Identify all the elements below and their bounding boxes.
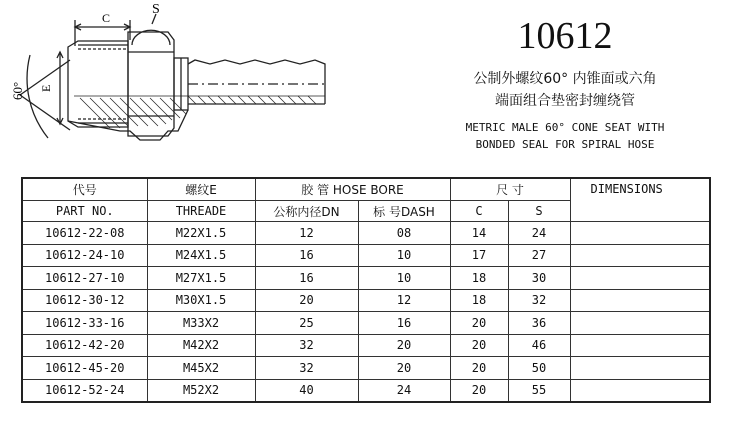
header-hose-bore: 胶 管 HOSE BORE — [255, 178, 450, 201]
cell-part-no: 10612-30-12 — [22, 289, 147, 312]
table-row — [22, 244, 710, 267]
cell-empty — [570, 222, 710, 245]
cell-empty — [570, 334, 710, 357]
cell-thread: M30X1.5 — [147, 289, 255, 312]
cell-part-no: 10612-45-20 — [22, 357, 147, 380]
cell-s: 24 — [508, 222, 570, 245]
cell-dn: 32 — [255, 357, 358, 380]
header-dimensions: DIMENSIONS — [570, 178, 710, 222]
cell-dash: 08 — [358, 222, 450, 245]
table-header-row-1 — [22, 178, 710, 201]
cell-empty — [570, 312, 710, 335]
table-row — [22, 289, 710, 312]
cell-s: 55 — [508, 379, 570, 402]
header-part-no-cn: 代号 — [22, 178, 147, 201]
angle-label: 60° — [10, 81, 25, 100]
cell-thread: M22X1.5 — [147, 222, 255, 245]
cell-part-no: 10612-27-10 — [22, 267, 147, 290]
angle-arc — [27, 55, 48, 138]
cell-dn: 16 — [255, 244, 358, 267]
cell-empty — [570, 289, 710, 312]
cell-c: 20 — [450, 312, 508, 335]
cell-c: 18 — [450, 267, 508, 290]
cell-thread: M27X1.5 — [147, 267, 255, 290]
c-dim-label: C — [102, 11, 111, 25]
cell-thread: M45X2 — [147, 357, 255, 380]
cell-empty — [570, 244, 710, 267]
cell-c: 14 — [450, 222, 508, 245]
cell-s: 46 — [508, 334, 570, 357]
cell-dash: 20 — [358, 334, 450, 357]
cell-dn: 25 — [255, 312, 358, 335]
header-dn: 公称内径DN — [255, 201, 358, 222]
cell-thread: M33X2 — [147, 312, 255, 335]
cell-dash: 12 — [358, 289, 450, 312]
cell-dash: 20 — [358, 357, 450, 380]
cell-empty — [570, 357, 710, 380]
fitting-drawing — [0, 0, 440, 170]
cell-thread: M52X2 — [147, 379, 255, 402]
cell-dash: 24 — [358, 379, 450, 402]
en-title-line-2: BONDED SEAL FOR SPIRAL HOSE — [475, 138, 655, 151]
table-row — [22, 357, 710, 380]
spec-table — [21, 177, 711, 403]
header-size-cn: 尺 寸 — [450, 178, 570, 201]
cell-part-no: 10612-22-08 — [22, 222, 147, 245]
table-row — [22, 267, 710, 290]
cn-title-line-1: 公制外螺纹60° 内锥面或六角 — [473, 71, 657, 87]
cell-c: 17 — [450, 244, 508, 267]
cell-s: 50 — [508, 357, 570, 380]
cell-dn: 16 — [255, 267, 358, 290]
cell-dash: 10 — [358, 267, 450, 290]
cell-c: 18 — [450, 289, 508, 312]
cell-dash: 16 — [358, 312, 450, 335]
cell-dn: 40 — [255, 379, 358, 402]
e-dim-label: E — [39, 84, 53, 92]
cell-s: 27 — [508, 244, 570, 267]
header-dash: 标 号DASH — [358, 201, 450, 222]
cell-empty — [570, 267, 710, 290]
cell-empty — [570, 379, 710, 402]
cell-dn: 12 — [255, 222, 358, 245]
cell-part-no: 10612-42-20 — [22, 334, 147, 357]
table-row — [22, 379, 710, 402]
table-row — [22, 334, 710, 357]
header-thread-en: THREADE — [147, 201, 255, 222]
cell-dn: 32 — [255, 334, 358, 357]
cell-dash: 10 — [358, 244, 450, 267]
header-part-no-en: PART NO. — [22, 201, 147, 222]
cell-thread: M24X1.5 — [147, 244, 255, 267]
en-title-line-1: METRIC MALE 60° CONE SEAT WITH — [465, 121, 665, 134]
s-dim-label: S — [152, 2, 160, 17]
cell-c: 20 — [450, 357, 508, 380]
cell-s: 30 — [508, 267, 570, 290]
header-c: C — [450, 201, 508, 222]
header-s: S — [508, 201, 570, 222]
table-row — [22, 312, 710, 335]
cell-c: 20 — [450, 379, 508, 402]
cn-title-line-2: 端面组合垫密封缠绕管 — [495, 93, 635, 109]
cell-part-no: 10612-52-24 — [22, 379, 147, 402]
header-thread-cn: 螺纹E — [147, 178, 255, 201]
cell-part-no: 10612-33-16 — [22, 312, 147, 335]
cell-part-no: 10612-24-10 — [22, 244, 147, 267]
cell-c: 20 — [450, 334, 508, 357]
table-row — [22, 222, 710, 245]
part-number-title: 10612 — [517, 15, 613, 57]
cell-s: 32 — [508, 289, 570, 312]
cell-dn: 20 — [255, 289, 358, 312]
cell-s: 36 — [508, 312, 570, 335]
cell-thread: M42X2 — [147, 334, 255, 357]
